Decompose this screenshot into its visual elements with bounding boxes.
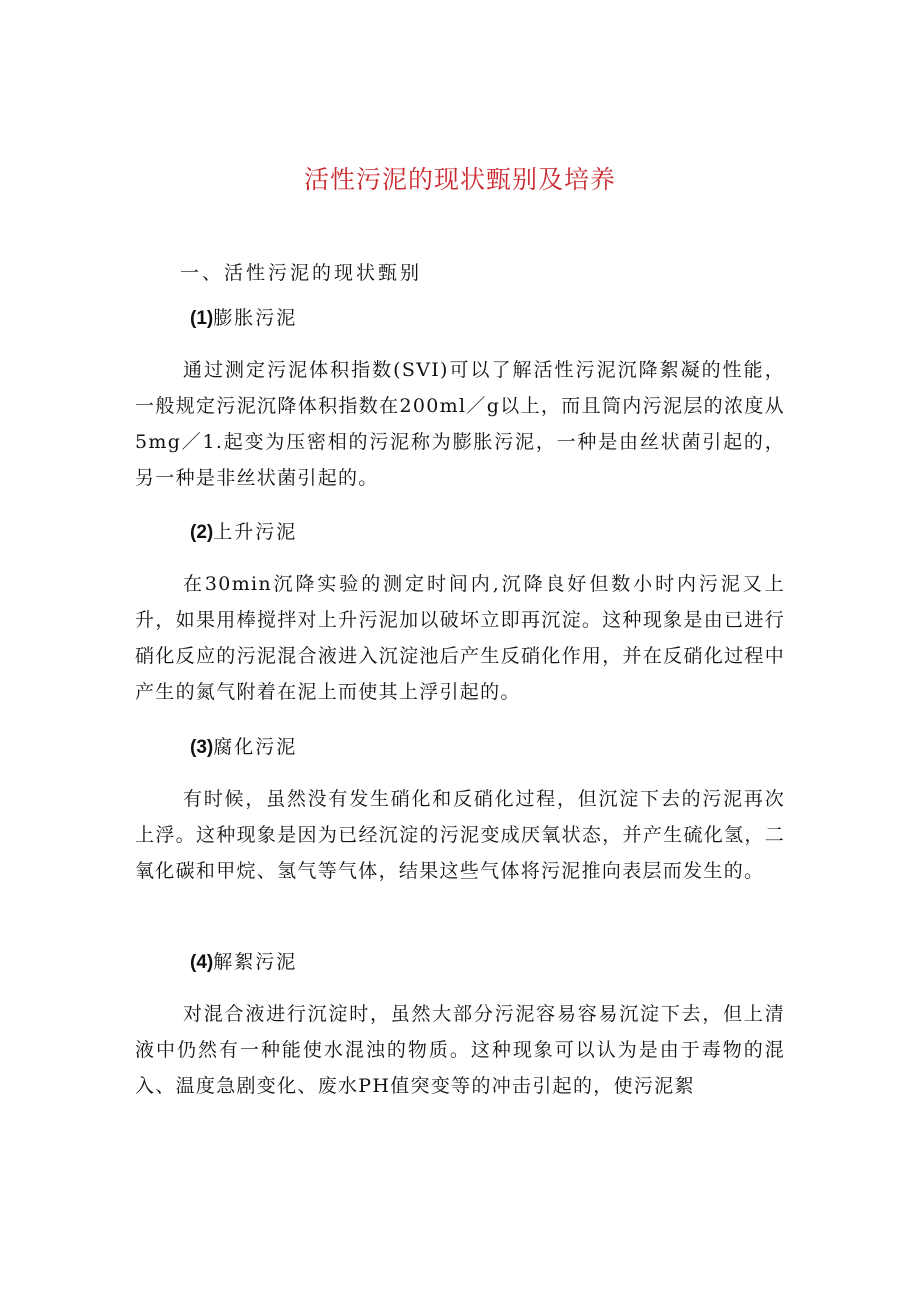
paragraph-bulking-sludge: 通过测定污泥体积指数(SVI)可以了解活性污泥沉降絮凝的性能，一般规定污泥沉降体积指数在200ml／g以上，而且筒内污泥层的浓度从5mg／1.起变为压密相的污泥称为膨胀污泥，一种是由丝状菌引起的，另一种是非丝状菌引起的。	[135, 359, 785, 489]
subheading-number: (3)	[190, 737, 214, 758]
subheading-number: (1)	[190, 308, 214, 329]
subheading-bulking-sludge	[190, 302, 297, 335]
subheading-deflocculated-sludge	[190, 946, 297, 979]
section-heading: 一、活性污泥的现状甄别	[180, 262, 423, 284]
paragraph-deflocculated-sludge: 对混合液进行沉淀时，虽然大部分污泥容易容易沉淀下去，但上清液中仍然有一种能使水混浊的物质。这种现象可以认为是由于毒物的混入、温度急剧变化、废水PH值突变等的冲击引起的，使污泥絮	[135, 1003, 785, 1097]
subheading-label: 膨胀污泥	[213, 307, 298, 329]
subheading-rising-sludge	[190, 516, 297, 549]
paragraph-septic-sludge: 有时候，虽然没有发生硝化和反硝化过程，但沉淀下去的污泥再次上浮。这种现象是因为已经沉淀的污泥变成厌氧状态，并产生硫化氢，二氧化碳和甲烷、氢气等气体，结果这些气体将污泥推向表层而发生的。	[135, 788, 785, 882]
subheading-label: 解絮污泥	[213, 951, 298, 973]
subheading-label: 上升污泥	[213, 521, 298, 543]
subheading-number: (4)	[190, 952, 214, 973]
document-title: 活性污泥的现状甄别及培养	[303, 165, 616, 194]
subheading-number: (2)	[190, 522, 214, 543]
subheading-septic-sludge	[190, 731, 297, 764]
subheading-label: 腐化污泥	[213, 736, 298, 758]
paragraph-rising-sludge: 在30min沉降实验的测定时间内,沉降良好但数小时内污泥又上升，如果用棒搅拌对上升污泥加以破坏立即再沉淀。这种现象是由已进行硝化反应的污泥混合液进入沉淀池后产生反硝化作用，并在反硝化过程中产生的氮气附着在泥上而使其上浮引起的。	[135, 573, 785, 703]
